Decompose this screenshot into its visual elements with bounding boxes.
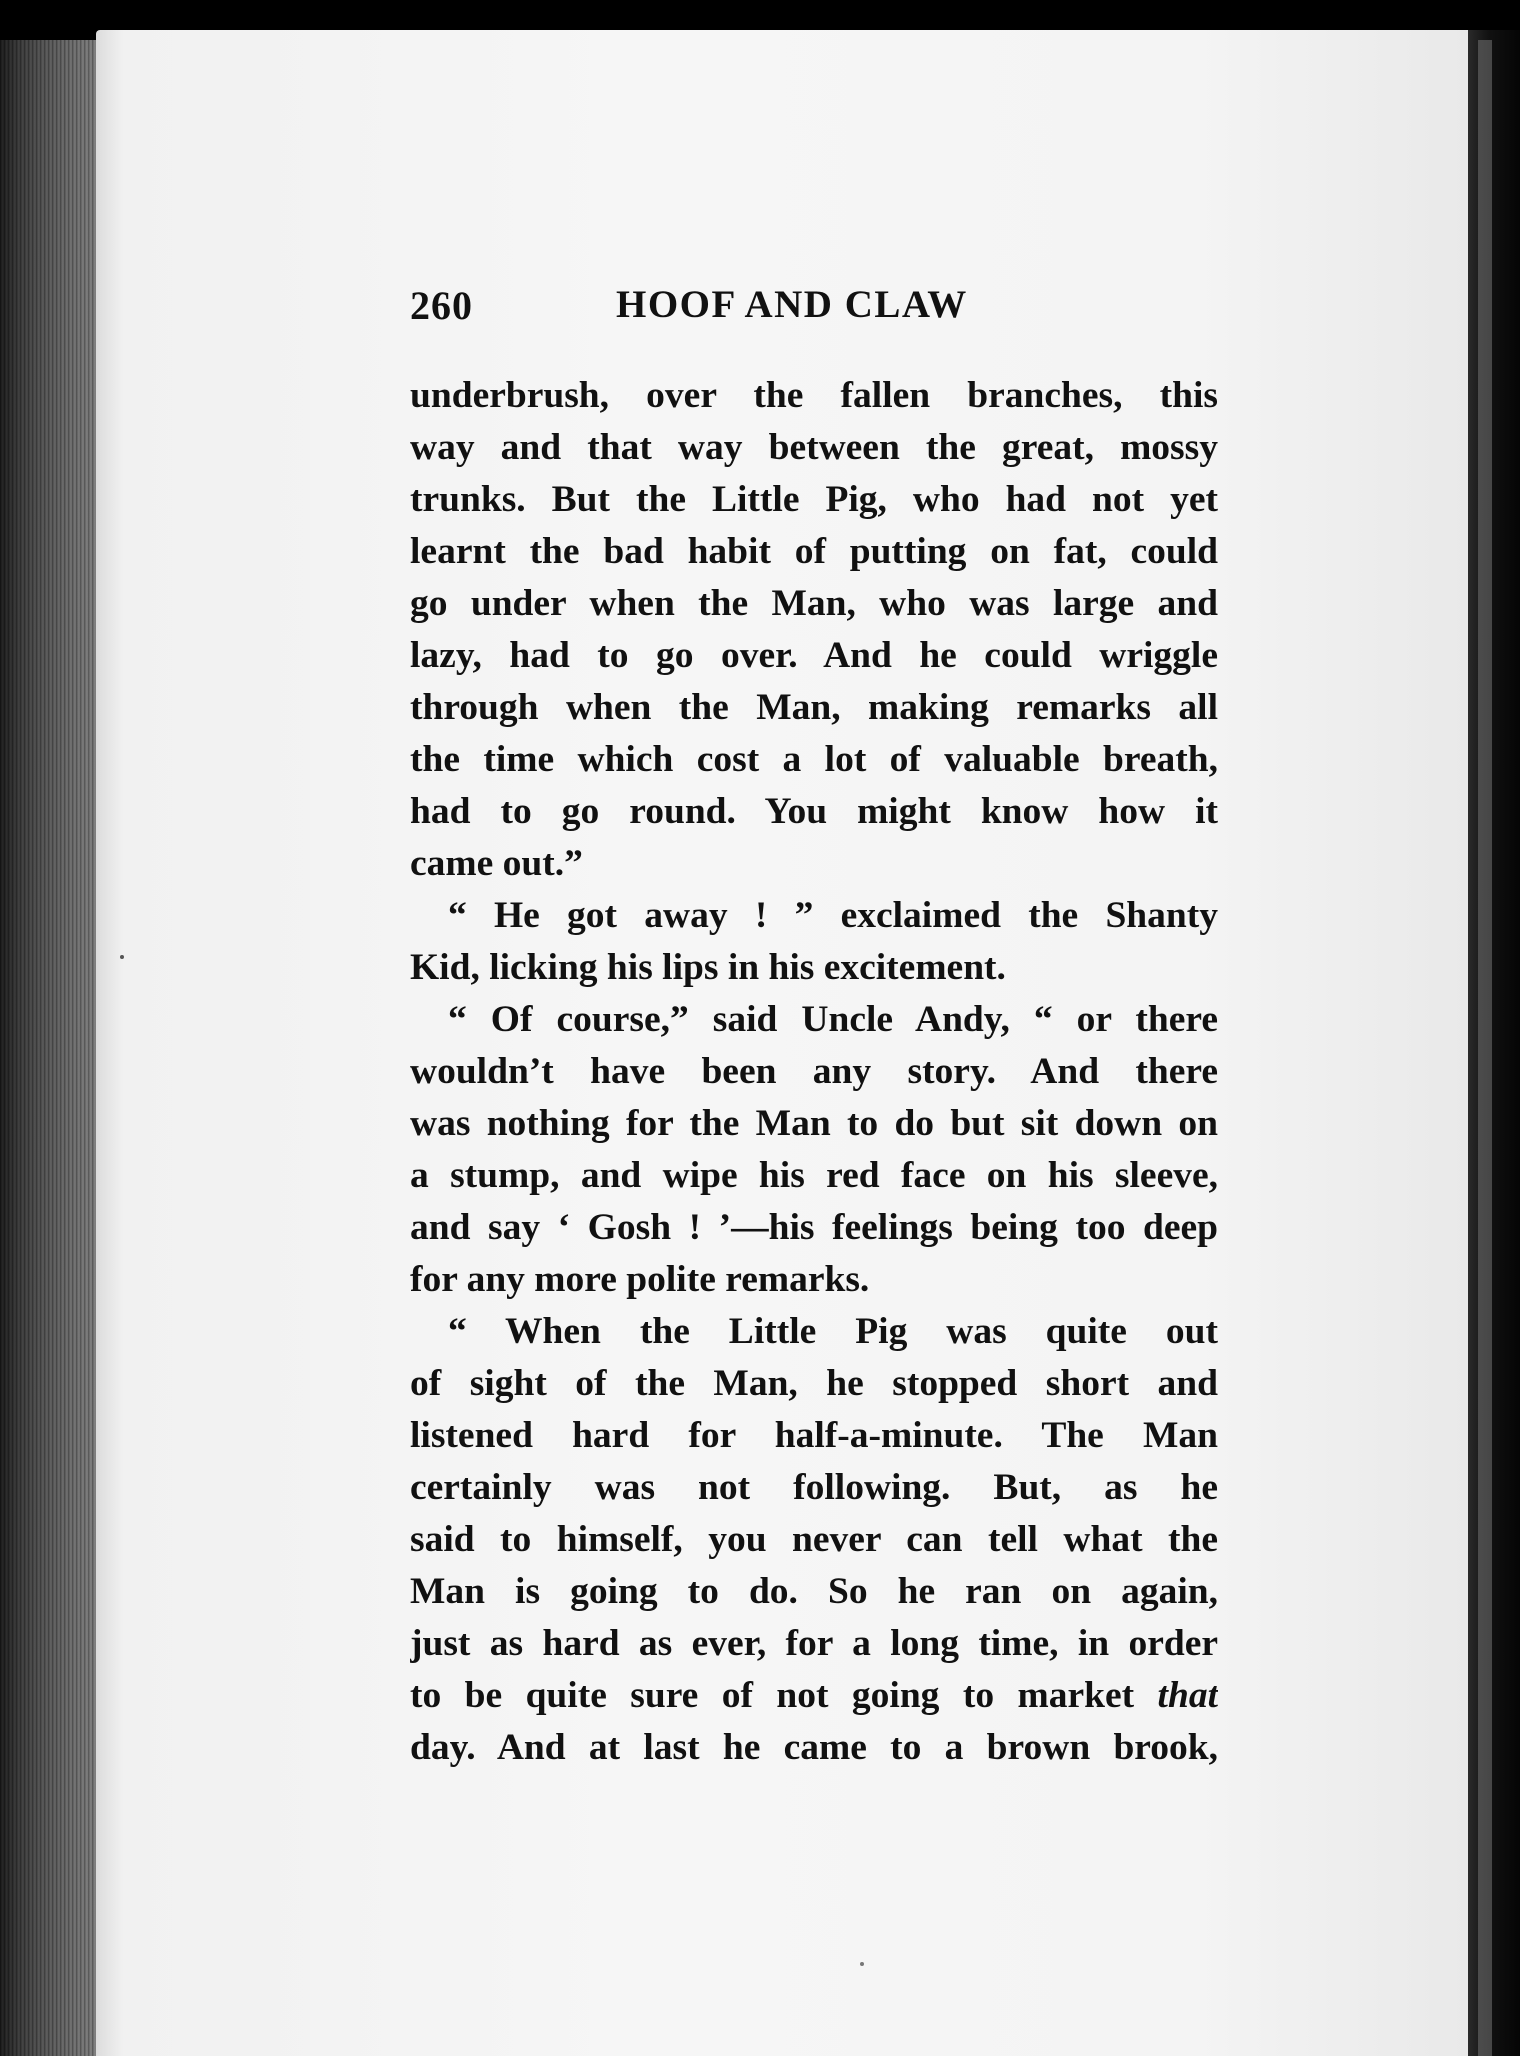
text-line: “ When the Little Pig was quite out — [448, 1311, 1218, 1352]
text-line: through when the Man, making remarks all — [410, 687, 1218, 728]
text-line: of sight of the Man, he stopped short and — [410, 1363, 1218, 1404]
text-line: came out.” — [410, 843, 583, 884]
text-line: had to go round. You might know how it — [410, 791, 1218, 832]
text-line: listened hard for half-a-minute. The Man — [410, 1415, 1218, 1456]
body-text — [410, 370, 1218, 1774]
text-line: the time which cost a lot of valuable breath, — [410, 739, 1218, 780]
paper-speck — [860, 1962, 864, 1966]
page-edge-strip — [1478, 40, 1492, 2056]
text-line: certainly was not following. But, as he — [410, 1467, 1218, 1508]
text-line: underbrush, over the fallen branches, this — [410, 375, 1218, 416]
text-line-part: to be quite sure of not going to market — [410, 1675, 1135, 1716]
text-line: said to himself, you never can tell what the — [410, 1519, 1218, 1560]
text-line: for any more polite remarks. — [410, 1259, 870, 1300]
text-line: a stump, and wipe his red face on his sleeve, — [410, 1155, 1218, 1196]
text-line: day. And at last he came to a brown brook, — [410, 1727, 1218, 1768]
paper-speck — [120, 955, 124, 959]
page-number: 260 — [410, 283, 473, 328]
text-line: and say ‘ Gosh ! ’—his feelings being too deep — [410, 1207, 1218, 1248]
text-line: “ Of course,” said Uncle Andy, “ or there — [448, 999, 1218, 1040]
text-line-with-italic — [410, 1670, 1218, 1722]
text-line: learnt the bad habit of putting on fat, could — [410, 531, 1218, 572]
page-edge-right — [1468, 30, 1520, 2056]
text-line: lazy, had to go over. And he could wriggle — [410, 635, 1218, 676]
text-line: just as hard as ever, for a long time, in order — [410, 1623, 1218, 1664]
text-line: way and that way between the great, mossy — [410, 427, 1218, 468]
text-line: trunks. But the Little Pig, who had not yet — [410, 479, 1218, 520]
page-header — [410, 282, 1220, 342]
text-line: go under when the Man, who was large and — [410, 583, 1218, 624]
text-line: “ He got away ! ” exclaimed the Shanty — [448, 895, 1218, 936]
spine-texture — [0, 40, 100, 2056]
running-title: HOOF AND CLAW — [616, 283, 968, 326]
text-line: was nothing for the Man to do but sit down on — [410, 1103, 1218, 1144]
text-line: Kid, licking his lips in his excitement. — [410, 947, 1006, 988]
italic-word: that — [1157, 1675, 1218, 1716]
text-line: Man is going to do. So he ran on again, — [410, 1571, 1218, 1612]
text-line: wouldn’t have been any story. And there — [410, 1051, 1218, 1092]
